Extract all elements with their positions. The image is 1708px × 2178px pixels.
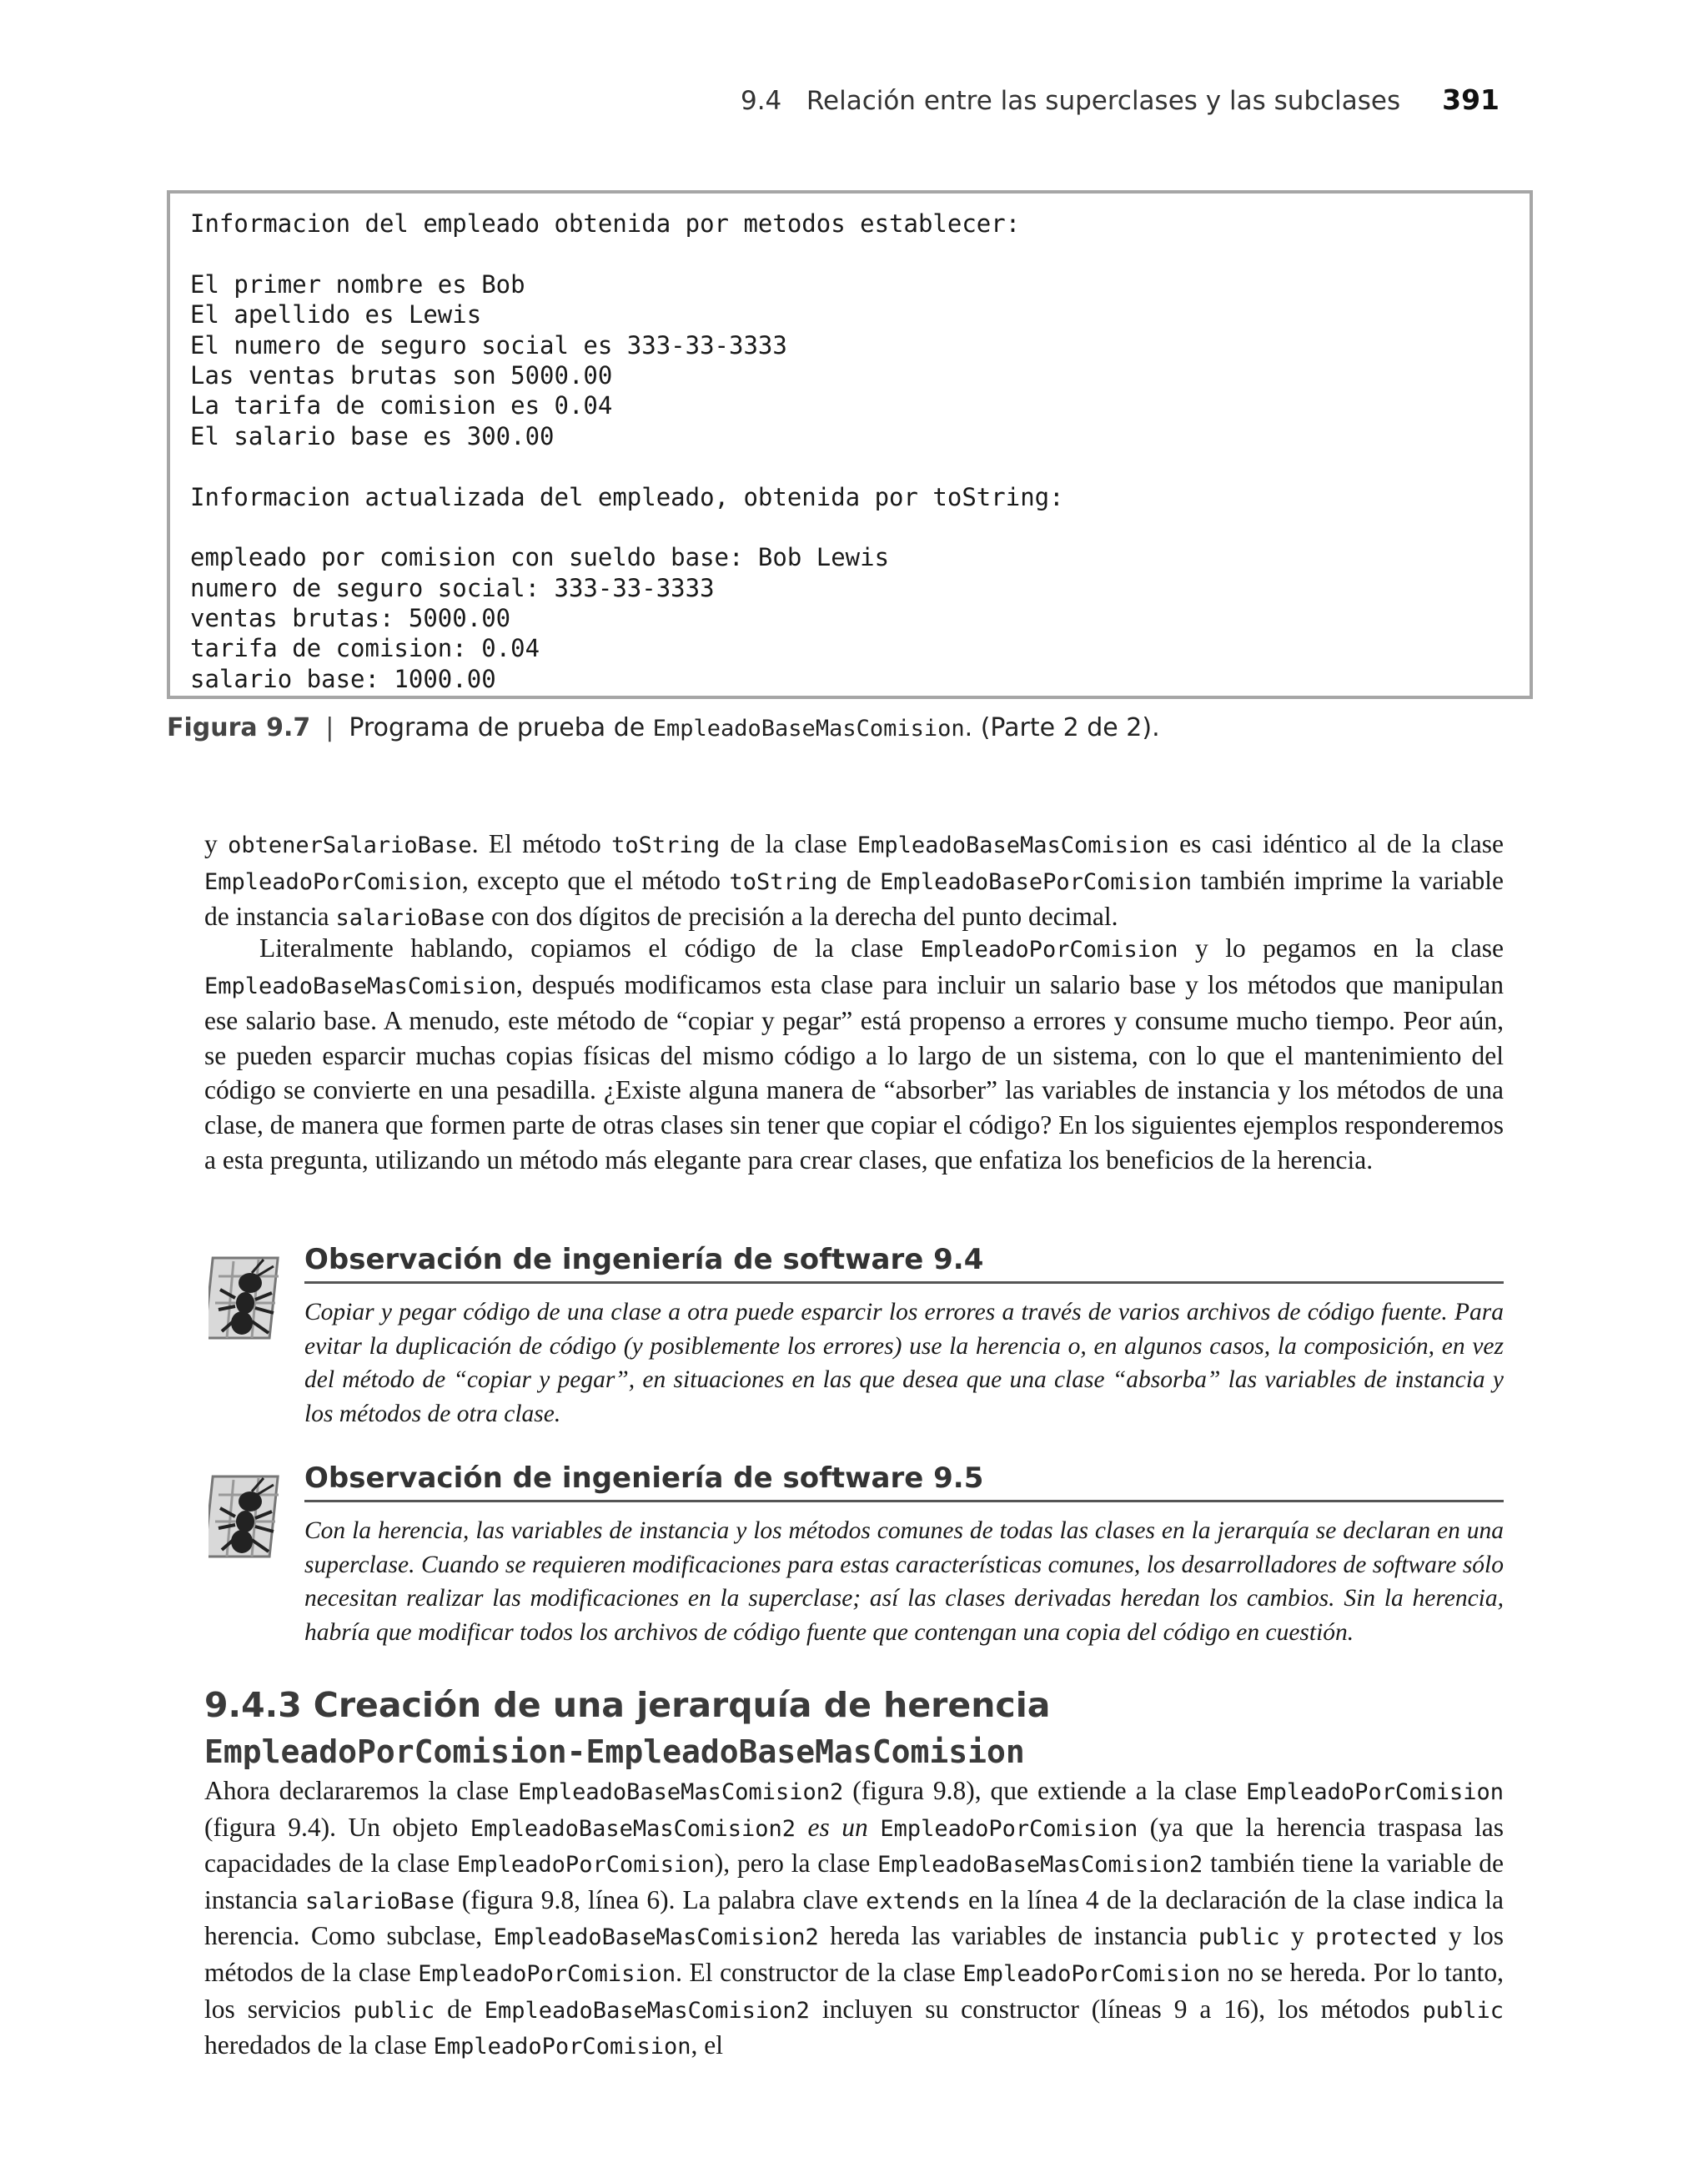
text: (figura 9.4). Un objeto <box>204 1812 470 1842</box>
text: también imprime la variable de instancia <box>204 865 1504 932</box>
observation-9-5-title: Observación de ingeniería de software 9.5 <box>304 1461 1504 1502</box>
inline-code: EmpleadoBaseMasComision2 <box>518 1779 844 1805</box>
inline-code: EmpleadoPorComision <box>880 1815 1138 1842</box>
inline-code: public <box>353 1997 435 2024</box>
text: es casi idéntico al de la clase <box>1168 829 1504 858</box>
inline-code: protected <box>1315 1924 1438 1951</box>
text: (figura 9.8), que extiende a la clase <box>843 1776 1247 1805</box>
header-title: Relación entre las superclases y las subclases <box>806 86 1401 116</box>
inline-code: EmpleadoBaseMasComision2 <box>493 1924 819 1951</box>
body-paragraph-3 <box>204 1773 1504 2065</box>
output-line: El numero de seguro social es 333-33-3333 <box>190 330 787 360</box>
inline-code: EmpleadoBaseMasComision2 <box>484 1997 810 2024</box>
inline-code: EmpleadoPorComision <box>456 1852 715 1879</box>
observation-9-4-title: Observación de ingeniería de software 9.4 <box>304 1243 1504 1284</box>
text: Ahora declararemos la clase <box>204 1776 519 1805</box>
text: , después modificamos esta clase para incluir un salario base y los métodos que manipulan ese salario base. A menudo, este método de “copiar y pegar” está propenso a errores y consume mucho tiempo. Peor aún, se pueden esparcir muchas copias físicas del mismo código a lo largo de un sistema, con lo que el mantenimiento del código se convierte en una pesadilla. ¿Existe alguna manera de “absorber” las variables de instancia y los métodos de una clase, de manera que formen parte de otras clases sin tener que copiar el código? En los siguientes ejemplos responderemos a esta pregunta, utilizando un método más elegante para crear clases, que enfatiza los beneficios de la herencia. <box>204 969 1504 1175</box>
inline-code: EmpleadoPorComision <box>433 2034 691 2060</box>
inline-code: EmpleadoPorComision <box>962 1960 1221 1987</box>
section-title: Creación de una jerarquía de herencia <box>313 1685 1051 1725</box>
text: . El constructor de la clase <box>676 1957 963 1987</box>
text: también tiene la variable de instancia <box>204 1849 1504 1914</box>
text: , el <box>691 2030 723 2060</box>
inline-code: EmpleadoBaseMasComision2 <box>877 1852 1203 1879</box>
text: y lo pegamos en la clase <box>1178 933 1504 963</box>
caption-text-end: . (Parte 2 de 2). <box>964 713 1160 742</box>
output-line: ventas brutas: 5000.00 <box>190 604 511 633</box>
emphasis-text: es un <box>795 1812 881 1842</box>
running-header <box>741 83 1500 116</box>
inline-code: salarioBase <box>335 905 485 932</box>
engineering-ant-icon <box>208 1470 285 1562</box>
inline-code: obtenerSalarioBase <box>228 832 472 858</box>
text: con dos dígitos de precisión a la derecha del punto decimal. <box>485 902 1118 932</box>
inline-code: EmpleadoBaseMasComision <box>857 832 1169 858</box>
output-line: Las ventas brutas son 5000.00 <box>190 360 613 390</box>
inline-code: EmpleadoPorComision <box>418 1960 676 1987</box>
output-line: El primer nombre es Bob <box>190 269 525 299</box>
inline-code: toString <box>611 832 721 858</box>
body-paragraph-1 <box>204 827 1504 936</box>
text: heredados de la clase <box>204 2030 434 2060</box>
output-line: salario base: 1000.00 <box>190 664 496 693</box>
output-line: tarifa de comision: 0.04 <box>190 634 540 663</box>
inline-code: EmpleadoPorComision <box>920 937 1178 963</box>
text: ), pero la clase <box>714 1849 878 1879</box>
program-output-box <box>167 190 1533 699</box>
inline-code: public <box>1422 1997 1505 2024</box>
section-subheading: EmpleadoPorComision-EmpleadoBaseMasComision <box>204 1733 1025 1770</box>
output-line <box>190 239 1530 269</box>
section-heading <box>204 1685 1050 1725</box>
output-line: empleado por comision con sueldo base: Bob Lewis <box>190 543 890 572</box>
engineering-ant-icon <box>208 1251 285 1343</box>
inline-code: EmpleadoBaseMasComision2 <box>470 1815 796 1842</box>
observation-9-4-body: Copiar y pegar código de una clase a otra puede esparcir los errores a través de varios archivos de código fuente. Para evitar la duplicación de código (y posiblemente los errores) use la herencia o, en algunos casos, la composición, en vez del método de “copiar y pegar”, en situaciones en las que desea que una clase “absorba” las variables de instancia y los métodos de otra clase. <box>304 1299 1504 1427</box>
text: de la clase <box>720 829 857 858</box>
output-line: Informacion actualizada del empleado, obtenida por toString: <box>190 482 1064 511</box>
inline-code: EmpleadoBasePorComision <box>880 868 1192 895</box>
inline-code: public <box>1198 1924 1280 1951</box>
text: incluyen su constructor (líneas 9 a 16), los métodos <box>809 1994 1423 2024</box>
output-line: numero de seguro social: 333-33-3333 <box>190 573 715 602</box>
inline-code: extends <box>866 1888 961 1914</box>
inline-code: EmpleadoPorComision <box>1246 1779 1504 1805</box>
caption-separator: | <box>325 713 334 742</box>
text: y los métodos de la clase <box>204 1921 1505 1987</box>
output-line: El apellido es Lewis <box>190 300 482 329</box>
text: de <box>435 1994 485 2024</box>
section-number: 9.4.3 <box>204 1685 302 1725</box>
output-line <box>190 451 1530 481</box>
output-line <box>190 512 1530 542</box>
text: (ya que la herencia traspasa las capacidades de la clase <box>204 1812 1504 1879</box>
output-line: Informacion del empleado obtenida por metodos establecer: <box>190 209 1021 238</box>
caption-code: EmpleadoBaseMasComision <box>652 716 965 742</box>
text: no se hereda. Por lo tanto, los servicios <box>204 1957 1504 2024</box>
inline-code: toString <box>729 868 838 895</box>
output-line: El salario base es 300.00 <box>190 421 555 450</box>
header-section-title <box>741 86 1400 116</box>
header-section-number: 9.4 <box>740 86 782 116</box>
body-paragraph-2 <box>204 931 1504 1177</box>
text: Literalmente hablando, copiamos el código de la clase <box>259 933 921 963</box>
text: y <box>204 829 229 858</box>
inline-code: EmpleadoPorComision <box>204 868 462 895</box>
text: . El método <box>471 829 612 858</box>
figure-caption <box>167 713 1160 742</box>
text: hereda las variables de instancia <box>818 1921 1198 1951</box>
text: y <box>1279 1921 1316 1951</box>
inline-code: EmpleadoBaseMasComision <box>204 973 516 999</box>
text: en la línea 4 de la declaración de la clase indica la herencia. Como subclase, <box>204 1884 1504 1951</box>
text: de <box>837 865 881 895</box>
inline-code: salarioBase <box>305 1888 455 1914</box>
text: (figura 9.8, línea 6). La palabra clave <box>454 1884 867 1914</box>
text: , excepto que el método <box>461 865 730 895</box>
caption-text: Programa de prueba de <box>349 713 653 742</box>
observation-9-5-body: Con la herencia, las variables de instancia y los métodos comunes de todas las clases en la jerarquía se declaran en una superclase. Cuando se requieren modificaciones para estas características comunes, los desarrolladores de software sólo necesitan realizar las modificaciones en la superclase; así las clases derivadas heredan los cambios. Sin la herencia, habría que modificar todos los archivos de código fuente que contengan una copia del código en cuestión. <box>304 1517 1504 1646</box>
figure-label: Figura 9.7 <box>167 713 311 742</box>
output-line: La tarifa de comision es 0.04 <box>190 391 613 420</box>
page-number: 391 <box>1442 83 1500 116</box>
